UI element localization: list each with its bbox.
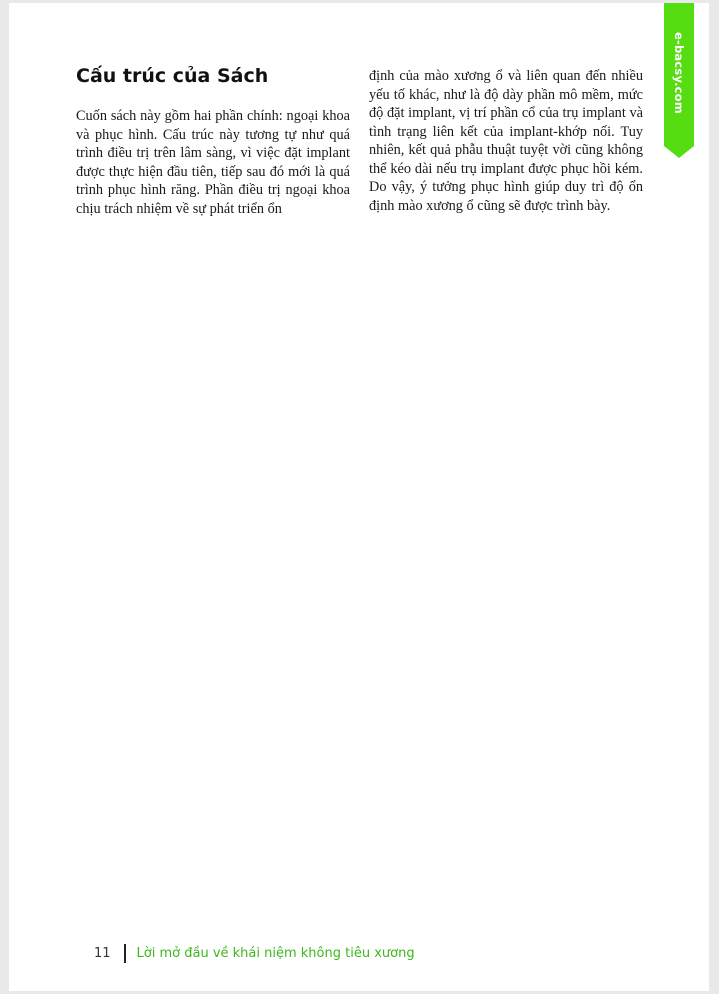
left-paragraph: Cuốn sách này gồm hai phần chính: ngoại khoa và phục hình. Cấu trúc này tương tự như quá trình điều trị trên lâm sàng, vì việc đặt implant được thực hiện đầu tiên, tiếp sau đó mới là quá trình phục hình răng. Phần điều trị ngoại khoa chịu trách nhiệm về sự phát triển ổn: [76, 108, 350, 217]
side-tab: [664, 3, 694, 158]
right-paragraph: định của mào xương ổ và liên quan đến nhiều yếu tố khác, như là độ dày phần mô mềm, mức độ đặt implant, vị trí phần cổ của trụ implant và tình trạng liên kết của implant-khớp nối. Tuy nhiên, kết quả phẫu thuật tuyệt vời cũng không thể kéo dài nếu trụ implant được phục hồi kém. Do vậy, ý tưởng phục hình giúp duy trì độ ổn định mào xương ổ cũng sẽ được trình bày.: [369, 68, 643, 214]
page-footer: [94, 943, 415, 963]
document-page: [9, 3, 709, 991]
left-column: [76, 107, 350, 218]
section-heading: Cấu trúc của Sách: [76, 65, 269, 87]
side-tab-label: e-bacsy.com: [672, 32, 686, 114]
chapter-title: Lời mở đầu về khái niệm không tiêu xương: [136, 945, 415, 961]
page-number: 11: [94, 945, 111, 961]
footer-divider: [124, 944, 126, 963]
right-column: [369, 67, 643, 215]
